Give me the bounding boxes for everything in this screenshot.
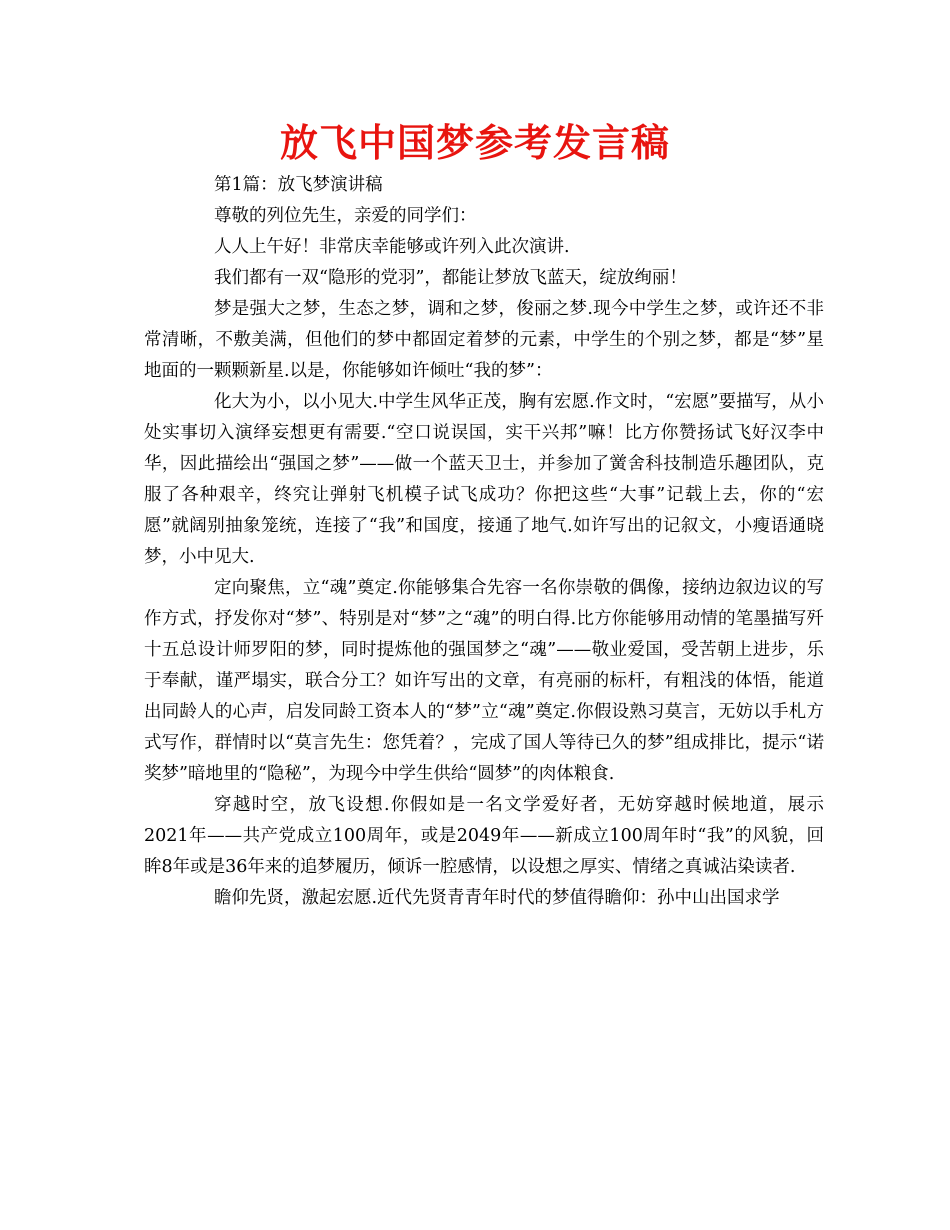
body-paragraph: 穿越时空，放飞设想.你假如是一名文学爱好者，无妨穿越时候地道，展示2021年——共产党成立100周年，或是2049年——新成立100周年时“我”的风貌，回眸8年或是36年来的追梦履历，倾诉一腔感情，以设想之厚实、情绪之真诚沾染读者. <box>144 795 824 877</box>
document-title: 放飞中国梦参考发言稿 <box>279 121 670 165</box>
body-paragraph: 化大为小，以小见大.中学生风华正茂，胸有宏愿.作文时，“宏愿”要描写，从小处实事切入演绎妄想更有需要.“空口说误国，实干兴邦”嘛！比方你赞扬试飞好汉李中华，因此描绘出“强国之梦”——做一个蓝天卫士，并参加了黉舍科技制造乐趣团队，克服了各种艰辛，终究让弹射飞机模子试飞成功？你把这些“大事”记载上去，你的“宏愿”就阔别抽象笼统，连接了“我”和国度，接通了地气.如许写出的记叙文，小瘦语通晓梦，小中见大. <box>144 392 824 567</box>
body-paragraph: 瞻仰先贤，激起宏愿.近代先贤青青年时代的梦值得瞻仰：孙中山出国求学 <box>214 888 780 908</box>
body-paragraph: 定向聚焦，立“魂”奠定.你能够集合先容一名你崇敬的偶像，接纳边叙边议的写作方式，抒发你对“梦”、特别是对“梦”之“魂”的明白得.比方你能够用动情的笔墨描写歼十五总设计师罗阳的梦，同时提炼他的强国梦之“魂”——敬业爱国，受苦朝上进步，乐于奉献，谨严塌实，联合分工？如许写出的文章，有亮丽的标杆，有粗浅的体悟，能道出同龄人的心声，启发同龄工资本人的“梦”立“魂”奠定.你假设熟习莫言，无妨以手札方式写作，群情时以“莫言先生：您凭着？，完成了国人等待已久的梦”组成排比，提示“诺奖梦”暗地里的“隐秘”，为现今中学生供给“圆梦”的肉体粮食. <box>144 578 824 784</box>
section-heading: 第1篇：放飞梦演讲稿 <box>214 175 383 195</box>
salutation: 尊敬的列位先生，亲爱的同学们： <box>214 206 477 226</box>
body-paragraph: 梦是强大之梦，生态之梦，调和之梦，俊丽之梦.现今中学生之梦，或许还不非常清晰，不敷美满，但他们的梦中都固定着梦的元素，中学生的个别之梦，都是“梦”星地面的一颗颗新星.以是，你能够如许倾吐“我的梦”： <box>144 299 824 381</box>
document-body <box>144 170 824 914</box>
greeting-paragraph: 人人上午好！非常庆幸能够或许列入此次演讲. <box>214 237 570 257</box>
intro-paragraph: 我们都有一双“隐形的党羽”，都能让梦放飞蓝天，绽放绚丽！ <box>214 268 687 288</box>
